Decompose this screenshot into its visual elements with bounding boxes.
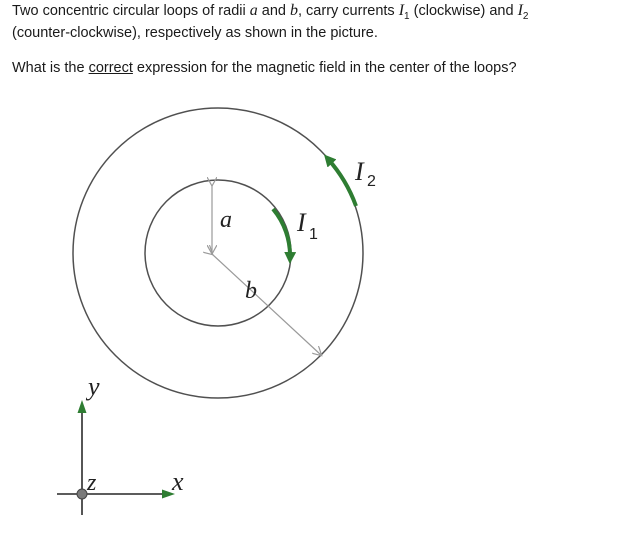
axis-z-label: z xyxy=(87,470,97,496)
radius-b-arrow xyxy=(212,254,321,355)
current-2-symbol: I xyxy=(517,2,523,19)
underlined-word: correct xyxy=(88,60,133,76)
radius-b-symbol: b xyxy=(290,2,298,19)
radius-a-symbol: a xyxy=(249,2,258,19)
question-line-2: (counter-clockwise), respectively as shown in the picture. xyxy=(12,25,378,41)
label-i1-letter: I xyxy=(297,208,306,237)
question-prompt: What is the correct expression for the magnetic field in the center of the loops? xyxy=(12,60,517,76)
label-i1-sub: 1 xyxy=(309,226,318,243)
label-i2-sub: 2 xyxy=(367,173,376,190)
question-line-1: Two concentric circular loops of radii a and b, carry currents $I_1$ (clockwise) and $I_2$ xyxy=(12,2,529,22)
label-b: b xyxy=(245,278,257,304)
y-axis-arrowhead xyxy=(78,400,87,413)
current-i2-arrow xyxy=(328,159,356,206)
label-a: a xyxy=(220,207,232,233)
current-1-symbol: I xyxy=(398,2,405,19)
z-axis-origin-dot xyxy=(77,489,87,499)
axis-x-label: x xyxy=(172,467,184,496)
label-i2-letter: I xyxy=(355,157,364,186)
inner-loop xyxy=(145,180,291,326)
outer-loop xyxy=(73,108,363,398)
axis-y-label: y xyxy=(88,372,100,401)
